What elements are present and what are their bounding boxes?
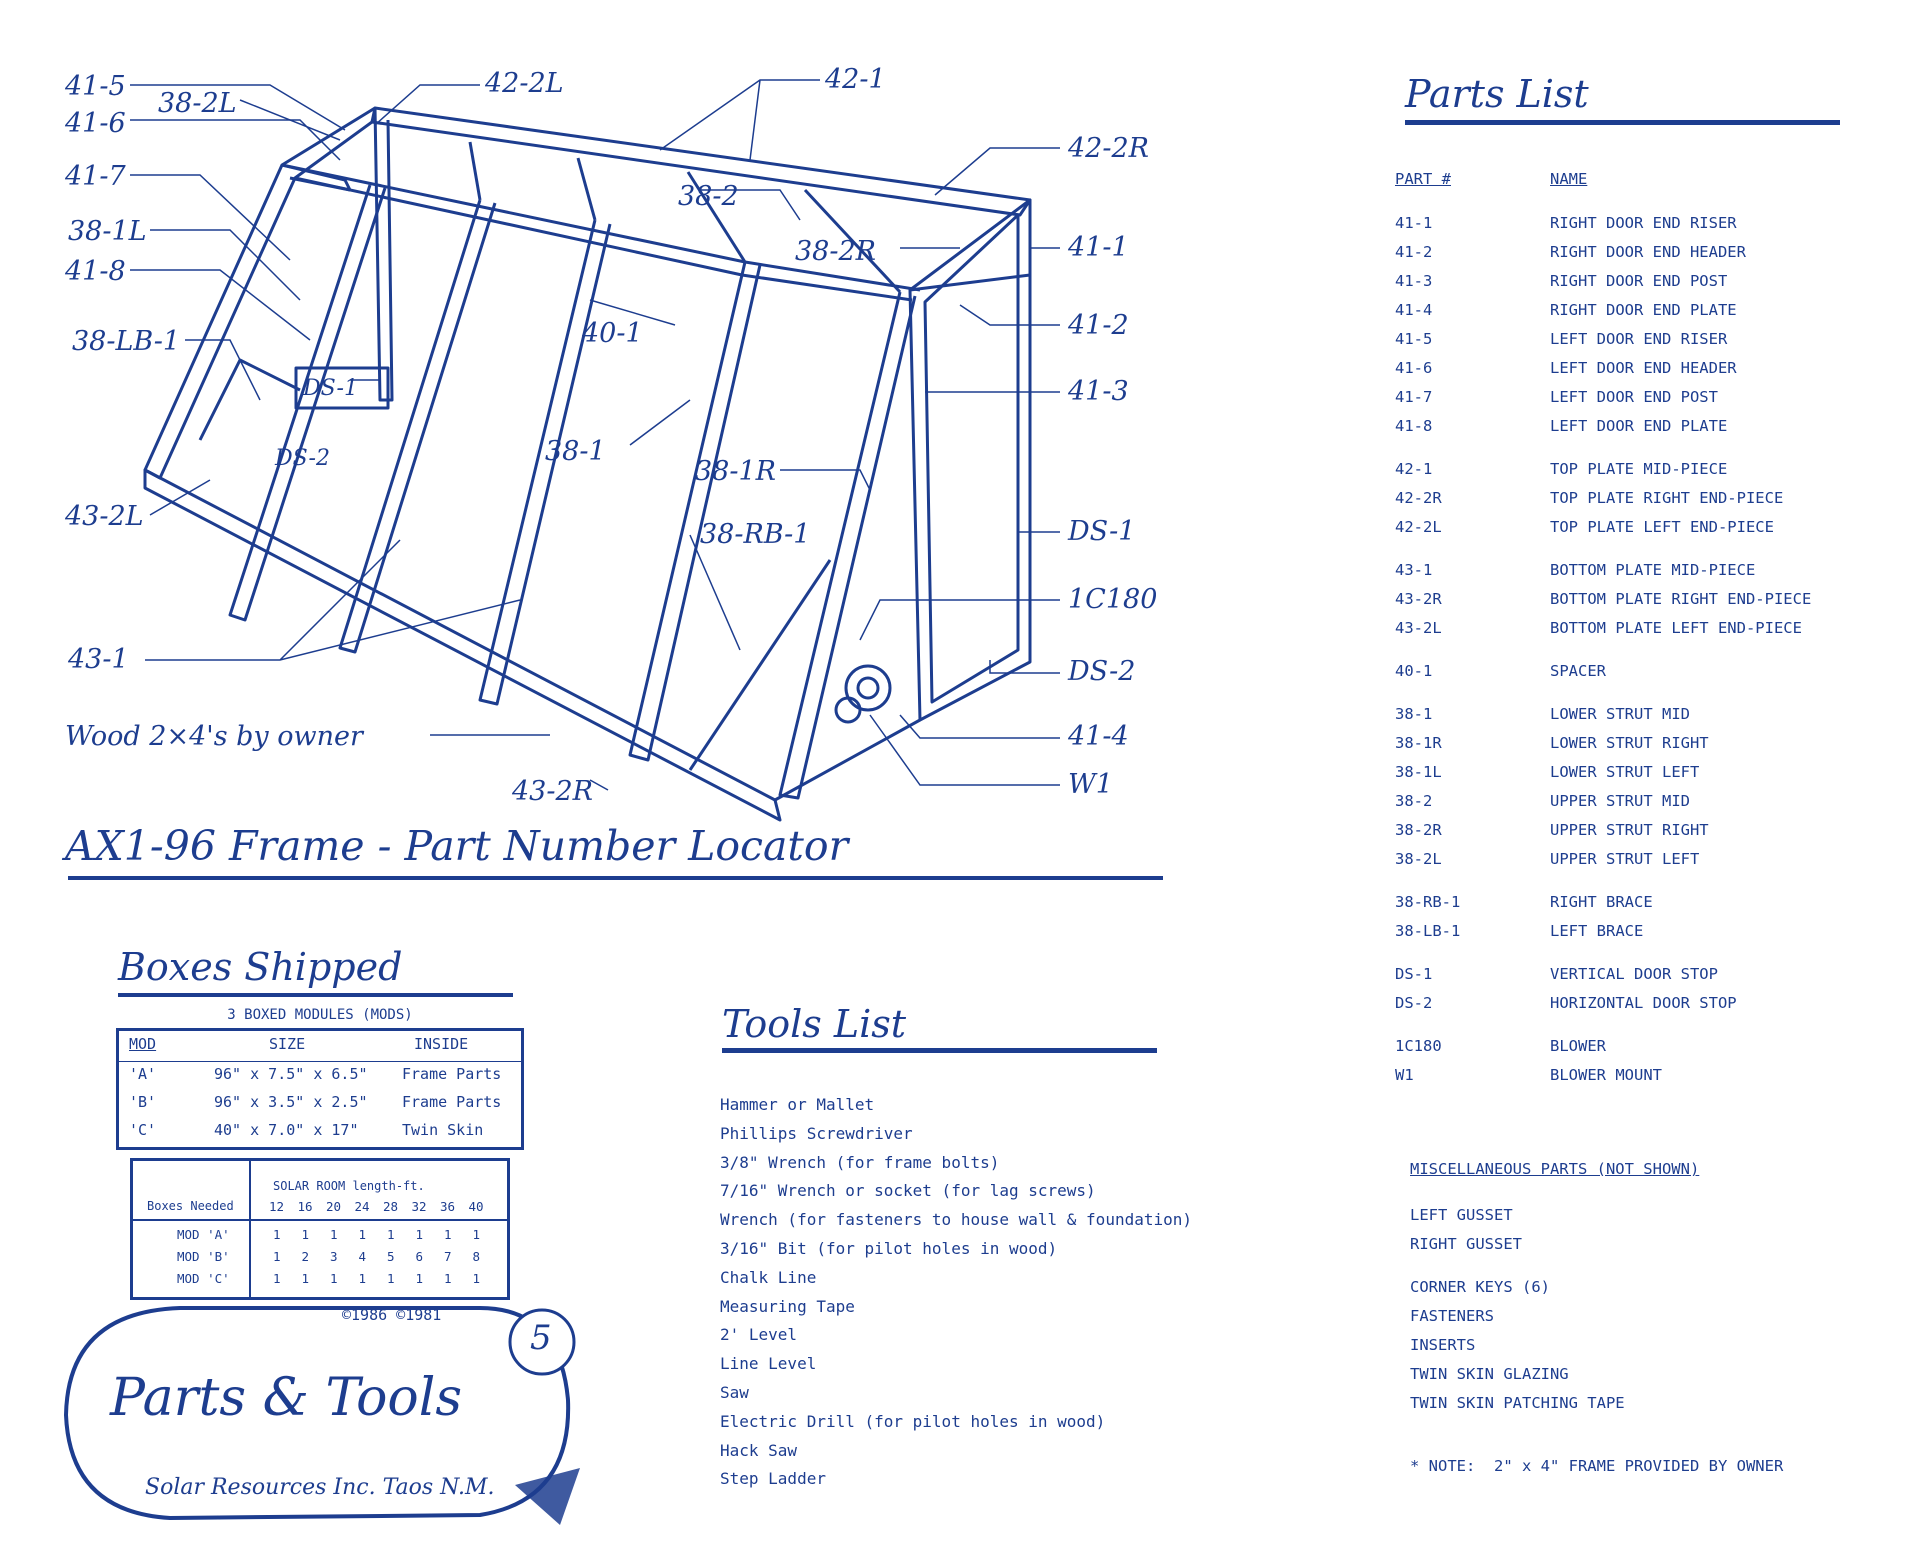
list-item [1395,994,1855,1023]
boxes-count: 7 [444,1249,452,1264]
box-size: 40" x 7.0" x 17" [214,1121,359,1139]
part-name: LEFT DOOR END HEADER [1550,359,1737,377]
part-name: TOP PLATE RIGHT END-PIECE [1550,489,1784,507]
copyright: ©1986 ©1981 [342,1306,442,1324]
label-w1: W1 [1068,769,1113,800]
box-mod: 'B' [129,1093,157,1111]
tool-item: 3/16" Bit (for pilot holes in wood) [720,1238,1058,1258]
part-name: RIGHT DOOR END HEADER [1550,243,1746,261]
label-38-1R: 38-1R [695,456,776,487]
list-item: FASTENERS [1410,1307,1494,1325]
boxes-heading: Boxes Shipped [118,945,403,989]
boxes-count: 1 [387,1271,395,1286]
frame-diagram [0,0,1180,830]
boxes-count: 1 [273,1271,281,1286]
tool-item: Line Level [720,1354,817,1374]
label-38-RB-1: 38-RB-1 [700,519,811,550]
list-item [1395,359,1855,388]
badge-company: Solar Resources Inc. Taos N.M. [145,1475,495,1500]
label-42-2R: 42-2R [1068,133,1149,164]
tool-item: Step Ladder [720,1469,826,1489]
length-header: 36 [440,1199,456,1214]
label-38-2L: 38-2L [158,88,237,119]
length-header: 32 [411,1199,427,1214]
label-38-LB-1: 38-LB-1 [72,326,181,357]
boxes-col-inside: INSIDE [414,1035,469,1053]
part-name: LEFT DOOR END POST [1550,388,1718,406]
diagram-labels [64,64,1157,807]
part-name: UPPER STRUT LEFT [1550,850,1700,868]
misc-parts-body [1410,1206,1870,1423]
part-number: 38-1L [1395,763,1442,781]
length-header: 28 [383,1199,399,1214]
left-door-end [145,108,375,478]
misc-note: * NOTE: 2" x 4" FRAME PROVIDED BY OWNER [1410,1457,1784,1475]
part-name: UPPER STRUT RIGHT [1550,821,1709,839]
list-item [1395,489,1855,518]
col-part-number: PART # [1395,170,1451,188]
blower-icon [846,666,890,710]
list-item: CORNER KEYS (6) [1410,1278,1550,1296]
tool-item: 7/16" Wrench or socket (for lag screws) [720,1181,1096,1201]
page-title: AX1-96 Frame - Part Number Locator [65,822,849,870]
part-name: TOP PLATE MID-PIECE [1550,460,1728,478]
label-ds-1-left: DS-1 [303,376,358,401]
label-42-2L: 42-2L [485,68,564,99]
part-number: 41-2 [1395,243,1433,261]
mod-label: MOD 'C' [177,1271,230,1286]
list-item [1395,965,1855,994]
label-38-2R: 38-2R [795,236,876,267]
list-item [1395,330,1855,359]
part-number: 43-1 [1395,561,1433,579]
diagram-note: Wood 2×4's by owner [65,721,363,752]
part-name: LEFT DOOR END PLATE [1550,417,1728,435]
mod-label: MOD 'A' [177,1227,230,1242]
list-item [1395,388,1855,417]
boxes-count: 1 [444,1227,452,1242]
list-item [1395,763,1855,792]
list-item [1395,272,1855,301]
label-41-7: 41-7 [65,161,126,192]
boxes-count: 6 [415,1249,424,1264]
col-name: NAME [1550,170,1588,188]
part-name: BLOWER MOUNT [1550,1066,1662,1084]
list-item [1395,821,1855,850]
boxes-underline [118,993,513,997]
box-size: 96" x 3.5" x 2.5" [214,1093,368,1111]
label-43-1: 43-1 [68,644,129,675]
boxes-table [116,1007,524,1150]
label-42-1: 42-1 [825,64,886,95]
part-name: RIGHT DOOR END POST [1550,272,1728,290]
part-name: TOP PLATE LEFT END-PIECE [1550,518,1774,536]
boxes-count: 1 [301,1271,310,1286]
tool-item: Phillips Screwdriver [720,1123,913,1143]
length-header: 24 [354,1199,370,1214]
boxes-needed-table [130,1158,510,1300]
label-41-6: 41-6 [65,108,126,139]
list-item: TWIN SKIN GLAZING [1410,1365,1569,1383]
label-43-2L: 43-2L [65,501,144,532]
title-underline [68,876,1163,880]
part-name: LOWER STRUT RIGHT [1550,734,1709,752]
tools-list [720,1095,1192,1498]
length-header: 40 [468,1199,484,1214]
boxes-count: 1 [330,1271,338,1286]
boxes-count: 1 [472,1227,481,1242]
box-inside: Frame Parts [402,1065,502,1083]
part-name: VERTICAL DOOR STOP [1550,965,1718,983]
boxes-count: 1 [301,1227,310,1242]
part-name: BOTTOM PLATE RIGHT END-PIECE [1550,590,1812,608]
part-number: 43-2L [1395,619,1442,637]
part-number: W1 [1395,1066,1414,1084]
part-number: 41-7 [1395,388,1433,406]
part-name: SPACER [1550,662,1606,680]
part-number: 41-6 [1395,359,1433,377]
boxes-count: 1 [415,1227,424,1242]
page-number: 5 [530,1318,552,1358]
label-41-8: 41-8 [65,256,126,287]
list-item [1395,1037,1855,1066]
list-item [1395,301,1855,330]
part-number: 41-1 [1395,214,1433,232]
boxes-count: 1 [472,1271,481,1286]
tools-list-underline [722,1048,1157,1053]
misc-parts-title: MISCELLANEOUS PARTS (NOT SHOWN) [1410,1160,1700,1178]
boxes-caption: 3 BOXED MODULES (MODS) [227,1007,413,1023]
tool-item: Measuring Tape [720,1296,855,1316]
boxes-count: 1 [273,1249,281,1264]
label-ds-2-left: DS-2 [275,446,330,471]
box-size: 96" x 7.5" x 6.5" [214,1065,368,1083]
tool-item: 2' Level [720,1325,798,1345]
part-number: 38-1R [1395,734,1442,752]
part-name: UPPER STRUT MID [1550,792,1690,810]
label-38-2: 38-2 [678,181,739,212]
list-item [1395,417,1855,446]
part-number: 38-1 [1395,705,1433,723]
list-item [1395,850,1855,879]
parts-tools-badge [60,1300,580,1525]
list-item [1395,619,1855,648]
boxes-count: 1 [330,1227,338,1242]
label-41-3: 41-3 [1068,376,1129,407]
part-number: DS-1 [1395,965,1433,983]
list-item: LEFT GUSSET [1410,1206,1513,1224]
part-name: LEFT BRACE [1550,922,1644,940]
tool-item: Electric Drill (for pilot holes in wood) [720,1411,1106,1431]
part-number: 41-4 [1395,301,1433,319]
parts-list-header [1395,170,1855,200]
boxes-count: 1 [273,1227,281,1242]
length-header: 20 [326,1199,342,1214]
part-number: 38-2L [1395,850,1442,868]
boxes-count: 1 [444,1271,452,1286]
solar-room-length-label: SOLAR ROOM length-ft. [273,1179,425,1193]
parts-list-body [1395,214,1855,1109]
part-number: 1C180 [1395,1037,1442,1055]
label-41-4: 41-4 [1068,721,1129,752]
list-item [1395,243,1855,272]
part-number: 42-2L [1395,518,1442,536]
list-item [1395,662,1855,691]
part-name: LEFT DOOR END RISER [1550,330,1728,348]
boxes-col-mod: MOD [129,1035,157,1053]
boxes-count: 2 [301,1249,310,1264]
tool-item: Saw [720,1382,749,1402]
parts-list-underline [1405,120,1840,125]
boxes-count: 8 [472,1249,481,1264]
part-name: RIGHT DOOR END RISER [1550,214,1737,232]
part-number: 42-1 [1395,460,1433,478]
list-item [1395,214,1855,243]
boxes-count: 3 [330,1249,338,1264]
list-item [1395,460,1855,489]
label-43-2R: 43-2R [512,776,593,807]
tool-item: Hammer or Mallet [720,1095,875,1114]
boxes-needed-label: Boxes Needed [147,1199,234,1213]
tool-item: Chalk Line [720,1267,817,1287]
part-name: LOWER STRUT LEFT [1550,763,1700,781]
table-row [119,1121,521,1147]
frame-drawing [0,0,1180,830]
part-number: 38-2R [1395,821,1442,839]
badge-title: Parts & Tools [110,1368,463,1428]
label-41-2: 41-2 [1068,310,1129,341]
list-item: RIGHT GUSSET [1410,1235,1522,1253]
label-38-1: 38-1 [545,436,606,467]
label-41-5: 41-5 [65,71,126,102]
boxes-count: 1 [358,1227,367,1242]
length-header: 12 [269,1199,285,1214]
label-ds-2-right: DS-2 [1068,656,1136,687]
list-item: TWIN SKIN PATCHING TAPE [1410,1394,1625,1412]
boxes-count: 4 [358,1249,367,1264]
table-row [119,1093,521,1119]
part-number: 42-2R [1395,489,1442,507]
table-row [119,1065,521,1091]
part-name: BOTTOM PLATE LEFT END-PIECE [1550,619,1802,637]
page-curl-icon [515,1468,580,1525]
list-item [1395,792,1855,821]
box-mod: 'C' [129,1121,157,1139]
list-item [1395,1066,1855,1095]
label-38-1L: 38-1L [68,216,147,247]
boxes-count: 1 [358,1271,367,1286]
list-item [1395,734,1855,763]
list-item [1395,922,1855,951]
tools-list-heading: Tools List [722,1002,907,1046]
part-number: 38-LB-1 [1395,922,1461,940]
list-item [1395,590,1855,619]
length-header: 16 [297,1199,313,1214]
list-item [1395,561,1855,590]
part-name: BOTTOM PLATE MID-PIECE [1550,561,1756,579]
boxes-header-row [119,1035,521,1062]
part-number: 41-8 [1395,417,1433,435]
tool-item: Wrench (for fasteners to house wall & foundation) [720,1210,1193,1230]
boxes-count: 5 [387,1249,395,1264]
part-number: 40-1 [1395,662,1433,680]
parts-list-heading: Parts List [1405,72,1589,116]
list-item [1395,893,1855,922]
box-inside: Twin Skin [402,1121,484,1139]
misc-parts [1410,1160,1870,1475]
part-name: HORIZONTAL DOOR STOP [1550,994,1737,1012]
boxes-col-size: SIZE [269,1035,306,1053]
label-1c180: 1C180 [1068,584,1158,615]
mod-label: MOD 'B' [177,1249,230,1264]
boxes-count: 1 [415,1271,424,1286]
tool-item: 3/8" Wrench (for frame bolts) [720,1152,1000,1172]
boxes-count: 1 [387,1227,395,1242]
part-name: BLOWER [1550,1037,1606,1055]
part-number: 41-5 [1395,330,1433,348]
list-item: INSERTS [1410,1336,1476,1354]
parts-list [1395,170,1855,1109]
list-item [1395,518,1855,547]
label-40-1: 40-1 [582,318,643,349]
box-inside: Frame Parts [402,1093,502,1111]
part-number: 38-RB-1 [1395,893,1461,911]
part-number: 38-2 [1395,792,1433,810]
label-41-1: 41-1 [1068,232,1129,263]
list-item [1395,705,1855,734]
part-name: RIGHT BRACE [1550,893,1653,911]
part-name: RIGHT DOOR END PLATE [1550,301,1737,319]
part-name: LOWER STRUT MID [1550,705,1690,723]
part-number: 41-3 [1395,272,1433,290]
label-ds-1-right: DS-1 [1068,516,1136,547]
part-number: 43-2R [1395,590,1442,608]
box-mod: 'A' [129,1065,157,1083]
tool-item: Hack Saw [720,1440,798,1460]
part-number: DS-2 [1395,994,1433,1012]
